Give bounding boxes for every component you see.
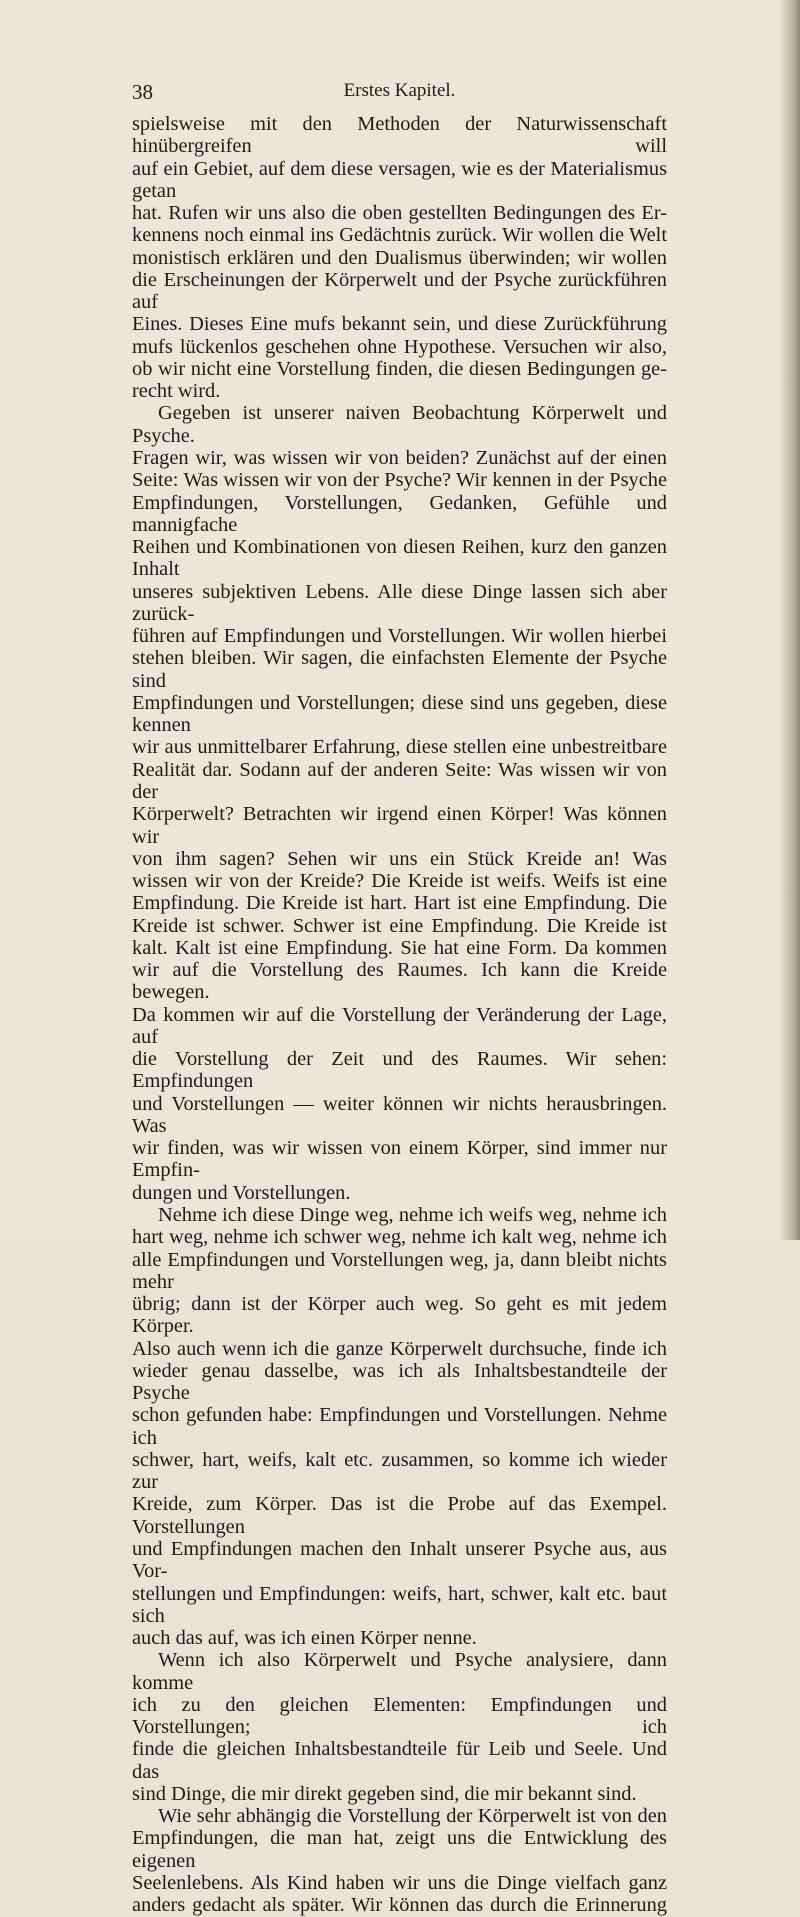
text-line: wissen wir von der Kreide? Die Kreide ist weifs. Weifs ist eine bbox=[132, 870, 667, 893]
text-line: ob wir nicht eine Vorstellung finden, die diesen Bedingungen ge- bbox=[132, 357, 667, 380]
text-line: Reihen und Kombinationen von diesen Reihen, kurz den ganzen Inhalt bbox=[132, 536, 667, 581]
text-line: alle Empfindungen und Vorstellungen weg, ja, dann bleibt nichts mehr bbox=[132, 1248, 667, 1293]
page-header bbox=[132, 80, 667, 104]
text-line: dungen und Vorstellungen. bbox=[132, 1181, 351, 1204]
text-line: anders gedacht als später. Wir können das durch die Erinnerung bbox=[132, 1894, 667, 1917]
text-line: ich zu den gleichen Elementen: Empfindungen und Vorstellungen; ich bbox=[132, 1693, 667, 1739]
text-line: schwer, hart, weifs, kalt etc. zusammen, so komme ich wieder zur bbox=[132, 1448, 667, 1494]
text-line: und Vorstellungen — weiter können wir nichts herausbringen. Was bbox=[132, 1092, 667, 1137]
text-line: hart weg, nehme ich schwer weg, nehme ich kalt weg, nehme ich bbox=[132, 1226, 667, 1249]
text-line: auch das auf, was ich einen Körper nenne. bbox=[132, 1627, 477, 1650]
text-line: stehen bleiben. Wir sagen, die einfachsten Elemente der Psyche sind bbox=[132, 647, 667, 692]
text-line: die Vorstellung der Zeit und des Raumes. Wir sehen: Empfindungen bbox=[132, 1048, 667, 1093]
body-text bbox=[132, 113, 667, 1917]
text-line: Körperwelt? Betrachten wir irgend einen Körper! Was können wir bbox=[132, 803, 667, 848]
text-line: führen auf Empfindungen und Vorstellungen. Wir wollen hierbei bbox=[132, 625, 667, 648]
paragraph bbox=[132, 1649, 667, 1805]
text-line: unseres subjektiven Lebens. Alle diese Dinge lassen sich aber zurück- bbox=[132, 580, 667, 625]
text-line: Kreide ist schwer. Schwer ist eine Empfindung. Die Kreide ist bbox=[132, 914, 667, 937]
text-line: Seelenlebens. Als Kind haben wir uns die Dinge vielfach ganz bbox=[132, 1871, 667, 1894]
text-line: und Empfindungen machen den Inhalt unserer Psyche aus, aus Vor- bbox=[132, 1538, 667, 1583]
text-line: Realität dar. Sodann auf der anderen Seite: Was wissen wir von der bbox=[132, 758, 667, 803]
page-number: 38 bbox=[132, 80, 153, 104]
text-line: wir finden, was wir wissen von einem Körper, sind immer nur Empfin- bbox=[132, 1137, 667, 1182]
text-line: Seite: Was wissen wir von der Psyche? Wir kennen in der Psyche bbox=[132, 469, 667, 492]
text-line: stellungen und Empfindungen: weifs, hart, schwer, kalt etc. baut sich bbox=[132, 1582, 667, 1627]
paragraph bbox=[132, 1204, 667, 1649]
text-line: von ihm sagen? Sehen wir uns ein Stück Kreide an! Was bbox=[132, 847, 667, 870]
text-line: Wie sehr abhängig die Vorstellung der Körperwelt ist von den bbox=[158, 1805, 667, 1828]
text-line: Gegeben ist unserer naiven Beobachtung Körperwelt und Psyche. bbox=[132, 402, 667, 447]
text-line: recht wird. bbox=[132, 380, 221, 403]
text-line: wieder genau dasselbe, was ich als Inhaltsbestandteile der Psyche bbox=[132, 1359, 667, 1405]
text-line: auf ein Gebiet, auf dem diese versagen, wie es der Materialismus getan bbox=[132, 157, 667, 202]
text-line: hat. Rufen wir uns also die oben gestellten Bedingungen des Er- bbox=[132, 202, 667, 225]
text-line: Empfindung. Die Kreide ist hart. Hart ist eine Empfindung. Die bbox=[132, 892, 667, 915]
text-line: sind Dinge, die mir direkt gegeben sind, die mir bekannt sind. bbox=[132, 1782, 637, 1805]
text-line: wir auf die Vorstellung des Raumes. Ich kann die Kreide bewegen. bbox=[132, 959, 667, 1004]
paragraph bbox=[132, 1805, 667, 1916]
text-line: monistisch erklären und den Dualismus überwinden; wir wollen bbox=[132, 246, 667, 269]
text-line: Empfindungen, die man hat, zeigt uns die Entwicklung des eigenen bbox=[132, 1827, 667, 1872]
text-line: mufs lückenlos geschehen ohne Hypothese. Versuchen wir also, bbox=[132, 335, 667, 358]
text-line: kennens noch einmal ins Gedächtnis zurück. Wir wollen die Welt bbox=[132, 224, 667, 247]
text-line: Empfindungen und Vorstellungen; diese sind uns gegeben, diese kennen bbox=[132, 691, 667, 737]
text-line: wir aus unmittelbarer Erfahrung, diese stellen eine unbestreitbare bbox=[132, 736, 667, 759]
text-line: Wenn ich also Körperwelt und Psyche analysiere, dann komme bbox=[132, 1649, 667, 1694]
paragraph bbox=[132, 402, 667, 1204]
text-line: Nehme ich diese Dinge weg, nehme ich weifs weg, nehme ich bbox=[158, 1204, 667, 1227]
text-line: Fragen wir, was wissen wir von beiden? Zunächst auf der einen bbox=[132, 446, 667, 469]
text-line: kalt. Kalt ist eine Empfindung. Sie hat eine Form. Da kommen bbox=[132, 936, 667, 959]
text-line: Empfindungen, Vorstellungen, Gedanken, Gefühle und mannigfache bbox=[132, 491, 667, 536]
text-line: Kreide, zum Körper. Das ist die Probe auf das Exempel. Vorstellungen bbox=[132, 1493, 667, 1538]
text-line: Eines. Dieses Eine mufs bekannt sein, und diese Zurückführung bbox=[132, 313, 667, 336]
paragraph bbox=[132, 113, 667, 402]
running-head: Erstes Kapitel. bbox=[343, 80, 456, 101]
text-line: finde die gleichen Inhaltsbestandteile für Leib und Seele. Und das bbox=[132, 1738, 667, 1783]
text-line: übrig; dann ist der Körper auch weg. So geht es mit jedem Körper. bbox=[132, 1293, 667, 1338]
text-line: Also auch wenn ich die ganze Körperwelt durchsuche, finde ich bbox=[132, 1337, 667, 1360]
text-line: spielsweise mit den Methoden der Naturwissenschaft hinübergreifen will bbox=[132, 113, 667, 158]
page-binding-edge bbox=[778, 0, 800, 1240]
text-line: die Erscheinungen der Körperwelt und der Psyche zurückführen auf bbox=[132, 268, 667, 314]
text-line: schon gefunden habe: Empfindungen und Vorstellungen. Nehme ich bbox=[132, 1404, 667, 1449]
text-line: Da kommen wir auf die Vorstellung der Veränderung der Lage, auf bbox=[132, 1003, 667, 1048]
